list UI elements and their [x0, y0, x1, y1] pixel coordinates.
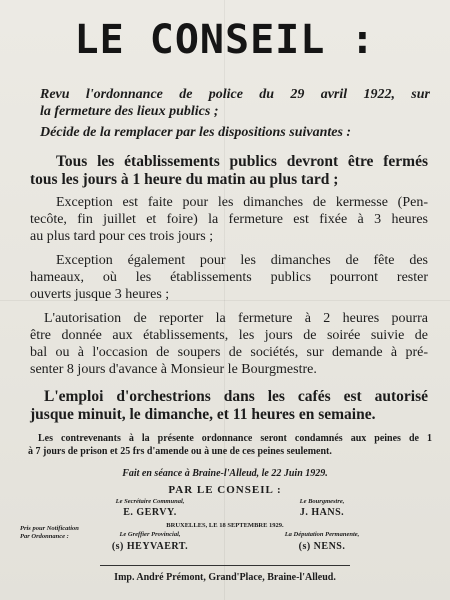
article-orchestrions	[30, 388, 428, 424]
article-5-line-1: L'emploi d'orchestrions dans les cafés est autorisé	[44, 388, 428, 405]
article-3-line-1: Exception également pour les dimanches de fête des	[56, 253, 428, 268]
mayor-name: J. HANS.	[299, 507, 345, 518]
article-kermesse-exception	[30, 194, 428, 245]
preamble-line-1: Revu l'ordonnance de police du 29 avril 1922, sur	[40, 87, 430, 102]
bruxelles-date: BRUXELLES, LE 18 SEPTEMBRE 1929.	[166, 522, 284, 529]
printer-credit: Imp. André Prémont, Grand'Place, Braine-l'Alleud.	[114, 572, 336, 583]
deputation-title: La Députation Permanente,	[284, 531, 360, 538]
par-ordonnance: Par Ordonnance :	[20, 533, 69, 540]
preamble	[40, 86, 430, 141]
article-2-line-1: Exception est faite pour les dimanches de kermesse (Pen-	[56, 195, 428, 210]
article-1-line-1: Tous les établissements publics devront être fermés	[56, 153, 428, 170]
preamble-line-3: Décide de la remplacer par les dispositions suivantes :	[40, 125, 352, 140]
article-2-line-2: tecôte, fin juillet et foire) la fermeture est fixée à 3 heures	[30, 212, 428, 227]
article-2-line-3: au plus tard pour ces trois jours ;	[30, 229, 214, 244]
article-5-line-2: jusque minuit, le dimanche, et 11 heures en semaine.	[30, 406, 376, 423]
mayor-title: Le Bourgmestre,	[299, 498, 345, 505]
greffier-title: Le Greffier Provincial,	[119, 531, 181, 538]
footer-divider	[100, 565, 350, 566]
penalty-line-1: Les contrevenants à la présente ordonnance seront condamnés aux peines de 1	[38, 433, 432, 444]
greffier-name: (s) HEYVAERT.	[111, 541, 189, 552]
poster-title: LE CONSEIL :	[74, 17, 376, 63]
secretary-title: Le Secrétaire Communal,	[115, 498, 185, 505]
article-3-line-3: ouverts jusque 3 heures ;	[30, 287, 170, 302]
article-3-line-2: hameaux, où les établissements publics pourront rester	[30, 270, 428, 285]
article-4-line-1: L'autorisation de reporter la fermeture à 2 heures pourra	[44, 311, 428, 326]
article-4-line-2: être donnée aux établissements, les jours de soirée suivie de	[30, 328, 428, 343]
article-closing-hour	[30, 153, 428, 189]
penalty-notice	[28, 432, 432, 458]
article-hamlet-exception	[30, 252, 428, 303]
secretary-name: E. GERVY.	[123, 507, 177, 518]
article-extension-authorization	[30, 310, 428, 378]
article-4-line-3: bal ou à l'occasion de soupers de sociétés, sur demande à pré-	[30, 345, 428, 360]
pris-pour-notification: Pris pour Notification	[20, 525, 79, 532]
par-le-conseil: PAR LE CONSEIL :	[168, 484, 282, 496]
article-4-line-4: senter 8 jours d'avance à Monsieur le Bourgmestre.	[30, 362, 317, 377]
article-1-line-2: tous les jours à 1 heure du matin au plus tard ;	[30, 171, 339, 188]
penalty-line-2: à 7 jours de prison et 25 frs d'amende ou à une de ces peines seulement.	[28, 446, 332, 457]
done-at: Fait en séance à Braine-l'Alleud, le 22 Juin 1929.	[122, 468, 328, 479]
deputation-name: (s) NENS.	[298, 541, 346, 552]
preamble-line-2: la fermeture des lieux publics ;	[40, 104, 219, 119]
